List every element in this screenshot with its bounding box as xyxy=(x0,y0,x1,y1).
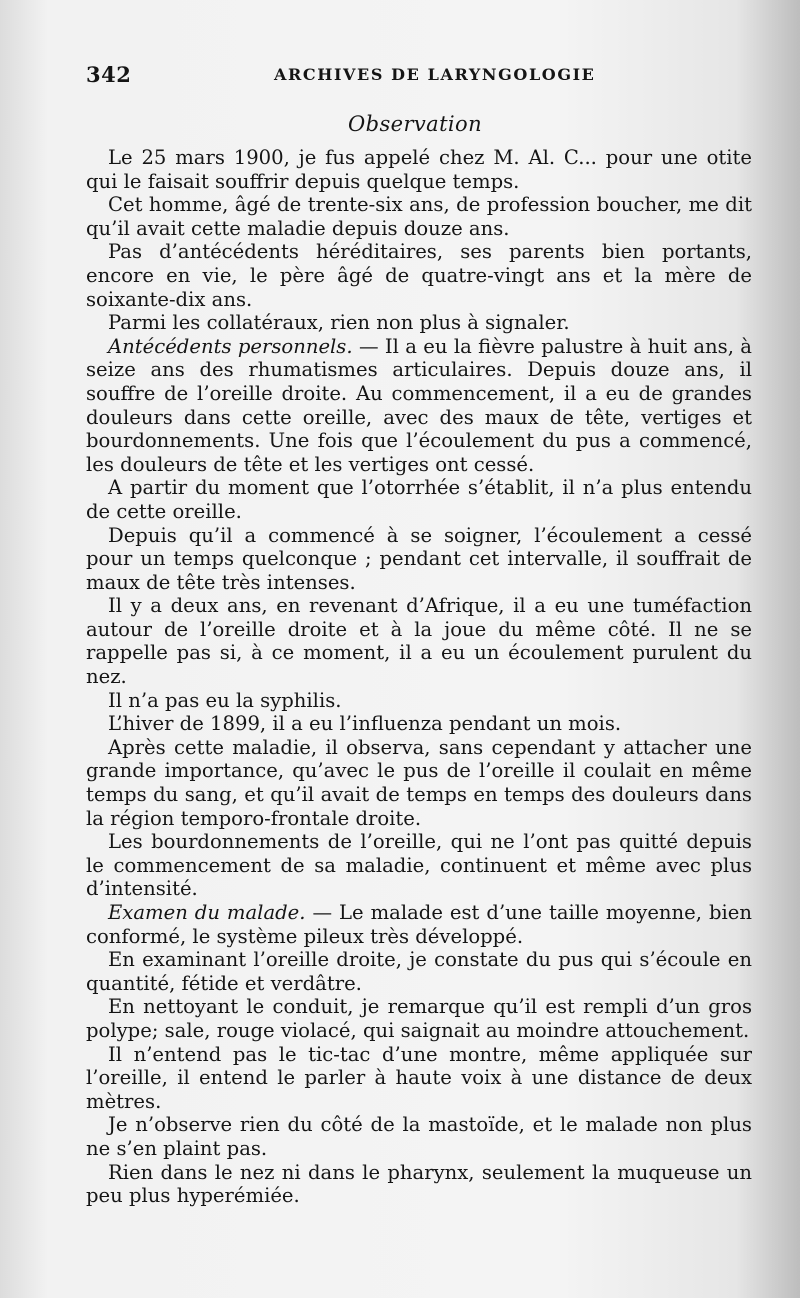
paragraph: Il n’a pas eu la syphilis. xyxy=(108,688,342,712)
paragraph: Depuis qu’il a commencé à se soigner, l’écoulement a cessé pour un temps quelconque ; pendant cet intervalle, il souffrait de maux de tête très intenses. xyxy=(86,523,752,594)
paragraph-lead: Antécédents personnels. xyxy=(108,334,353,358)
paragraph: Parmi les collatéraux, rien non plus à signaler. xyxy=(108,311,570,335)
running-title: ARCHIVES DE LARYNGOLOGIE xyxy=(274,65,596,84)
paragraph: En examinant l’oreille droite, je constate du pus qui s’écoule en quantité, fétide et verdâtre. xyxy=(86,948,752,995)
paragraph: Pas d’antécédents héréditaires, ses parents bien portants, encore en vie, le père âgé de quatre-vingt ans et la mère de soixante-dix ans. xyxy=(86,240,752,311)
page-number: 342 xyxy=(86,62,132,87)
paragraph: Le 25 mars 1900, je fus appelé chez M. Al. C... pour une otite qui le faisait souffrir depuis quelque temps. xyxy=(86,146,752,193)
paragraph: Les bourdonnements de l’oreille, qui ne l’ont pas quitté depuis le commencement de sa maladie, continuent et même avec plus d’intensité. xyxy=(86,830,752,901)
paragraph: Il n’entend pas le tic-tac d’une montre, même appliquée sur l’oreille, il entend le parler à haute voix à une distance de deux mètres. xyxy=(86,1042,752,1113)
paragraph: En nettoyant le conduit, je remarque qu’il est rempli d’un gros polype; sale, rouge violacé, qui saignait au moindre attouchement. xyxy=(86,995,752,1042)
section-title: Observation xyxy=(347,112,482,136)
paragraph xyxy=(86,901,752,948)
paragraph: Cet homme, âgé de trente-six ans, de profession boucher, me dit qu’il avait cette maladie depuis douze ans. xyxy=(86,193,752,240)
paragraph: A partir du moment que l’otorrhée s’établit, il n’a plus entendu de cette oreille. xyxy=(86,476,752,523)
page-header xyxy=(86,62,766,92)
paragraph-lead: Examen du malade. xyxy=(108,901,306,924)
paragraph-text: — Le malade est d’une taille moyenne, bien conformé, le système pileux très développé. xyxy=(86,901,752,948)
paragraph: Rien dans le nez ni dans le pharynx, seulement la muqueuse un peu plus hyperémiée. xyxy=(86,1160,752,1208)
paragraph: Je n’observe rien du côté de la mastoïde, et le malade non plus ne s’en plaint pas. xyxy=(86,1113,752,1160)
paragraph: L’hiver de 1899, il a eu l’influenza pendant un mois. xyxy=(108,712,622,736)
paragraph: Il y a deux ans, en revenant d’Afrique, il a eu une tuméfaction autour de l’oreille droite et à la joue du même côté. Il ne se rappelle pas si, à ce moment, il a eu un écoulement purulent du nez. xyxy=(86,594,752,689)
body-text xyxy=(86,146,752,1208)
paragraph-text: — Il a eu la fièvre palustre à huit ans, à seize ans des rhumatismes articulaires. Depuis douze ans, il souffre de l’oreille droite. Au commencement, il a eu de grandes douleurs dans cette oreille, avec des maux de tête, vertiges et bourdonnements. Une fois que l’écoulement du pus a commencé, les douleurs de tête et les vertiges ont cessé. xyxy=(86,334,752,476)
paragraph: Après cette maladie, il observa, sans cependant y attacher une grande importance, qu’avec le pus de l’oreille il coulait en même temps du sang, et qu’il avait de temps en temps des douleurs dans la région temporo-frontale droite. xyxy=(86,735,752,830)
paragraph xyxy=(86,335,752,477)
